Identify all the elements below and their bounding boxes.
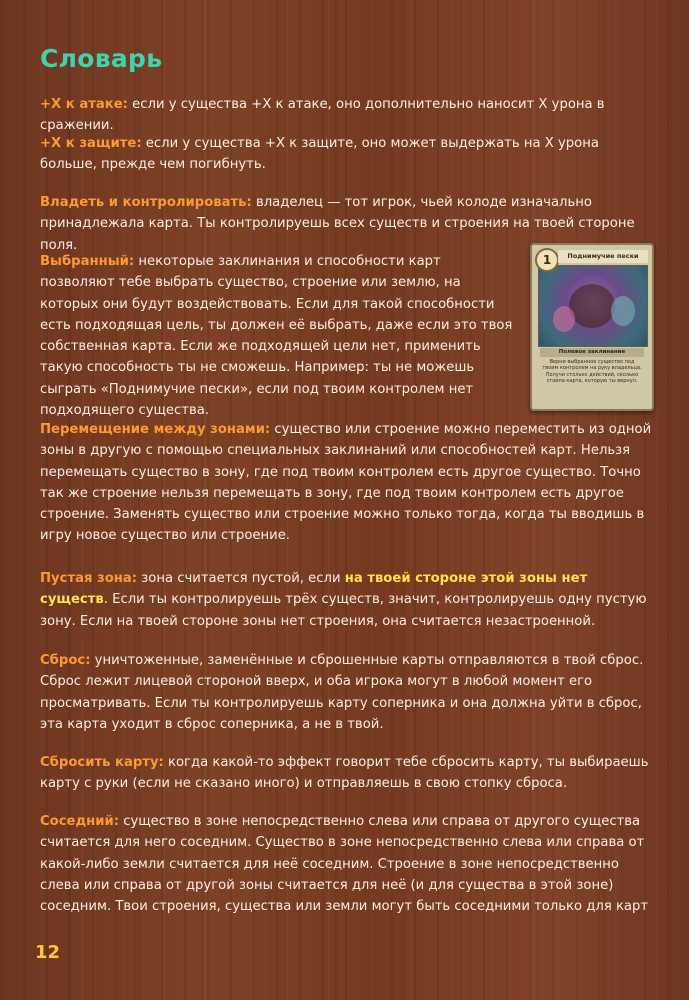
card-cost: 1 [535, 248, 559, 272]
glossary-entry-defense [40, 133, 652, 176]
card-artwork [538, 265, 648, 347]
glossary-entry-empty-zone [40, 568, 652, 632]
glossary-entry-chosen [40, 251, 518, 421]
glossary-definition: зона считается пустой, если [137, 571, 345, 586]
glossary-entry-move-between-zones [40, 419, 652, 547]
glossary-term: Сбросить карту: [40, 755, 164, 770]
glossary-entry-attack [40, 94, 652, 137]
card-name: Поднимучие пески [558, 250, 648, 263]
glossary-definition: когда какой-то эффект говорит тебе сбросить карту, ты выбираешь карту с руки (если не сказано иного) и отправляешь в свою стопку сброса. [40, 755, 649, 792]
glossary-definition: если у существа +X к атаке, оно дополнительно наносит X урона в сражении. [40, 97, 605, 134]
glossary-term: Соседний: [40, 814, 120, 829]
page-number: 12 [35, 942, 61, 963]
card-type: Полевое заклинание [540, 348, 644, 357]
card-illustration-quicksand [530, 243, 654, 411]
page-title: Словарь [40, 44, 163, 73]
glossary-term: +X к защите: [40, 136, 142, 151]
card-text: Верни выбранное существо под твоим контролем на руку владельца. Получи столько действий, сколько стоила карта, которую ты вернул. [542, 359, 642, 385]
glossary-definition: существо в зоне непосредственно слева или справа от другого существа считается для него соседним. Существо в зоне непосредственно слева или справа от какой-либо земли считается для неё соседним. Строение в зоне непосредственно слева или справа от другой зоны считается для неё (и для существа в этой зоне) соседним. Твои строения, существа или земли могут быть соседними только для карт [40, 814, 649, 915]
glossary-term: +X к атаке: [40, 97, 128, 112]
glossary-entry-adjacent [40, 811, 652, 917]
glossary-term: Выбранный: [40, 254, 135, 269]
glossary-term: Пустая зона: [40, 571, 138, 586]
glossary-definition: некоторые заклинания и способности карт позволяют тебе выбрать существо, строение или землю, на которых они будут воздействовать. Если для такой способности есть подходящая цель, ты должен её выбрать, даже если это твоя собственная карта. Если же подходящей цели нет, применить такую способность ты не сможешь. Например: ты не можешь сыграть «Поднимучие пески», если под твоим контролем нет подходящего существа. [40, 254, 513, 419]
glossary-term: Перемещение между зонами: [40, 422, 271, 437]
glossary-entry-discard-pile [40, 650, 652, 735]
glossary-term: Сброс: [40, 653, 91, 668]
glossary-definition: владелец — тот игрок, чьей колоде изначально принадлежала карта. Ты контролируешь всех существ и строения на твоей стороне поля. [40, 195, 635, 253]
glossary-definition: уничтоженные, заменённые и сброшенные карты отправляются в твой сброс. Сброс лежит лицевой стороной вверх, и оба игрока могут в любой момент его просматривать. Если ты контролируешь карту соперника и она должна уйти в сброс, эта карта уходит в сброс соперника, а не в твой. [40, 653, 644, 732]
glossary-highlight: на твоей стороне этой зоны нет существ [40, 571, 588, 608]
glossary-definition-cont: . Если ты контролируешь трёх существ, значит, контролируешь одну пустую зону. Если на твоей стороне зоны нет строения, она считается незастроенной. [40, 592, 647, 629]
glossary-definition: если у существа +X к защите, оно может выдержать на X урона больше, прежде чем погибнуть. [40, 136, 599, 173]
glossary-entry-discard-card [40, 752, 652, 795]
glossary-term: Владеть и контролировать: [40, 195, 252, 210]
glossary-definition: существо или строение можно переместить из одной зоны в другую с помощью специальных заклинаний или способностей карт. Нельзя перемещать существо в зону, где под твоим контролем есть другое существо. Точно так же строение нельзя перемещать в зону, где под твоим контролем есть другое строение. Заменять существо или строение можно только тогда, когда ты вводишь в игру новое существо или строение. [40, 422, 652, 544]
